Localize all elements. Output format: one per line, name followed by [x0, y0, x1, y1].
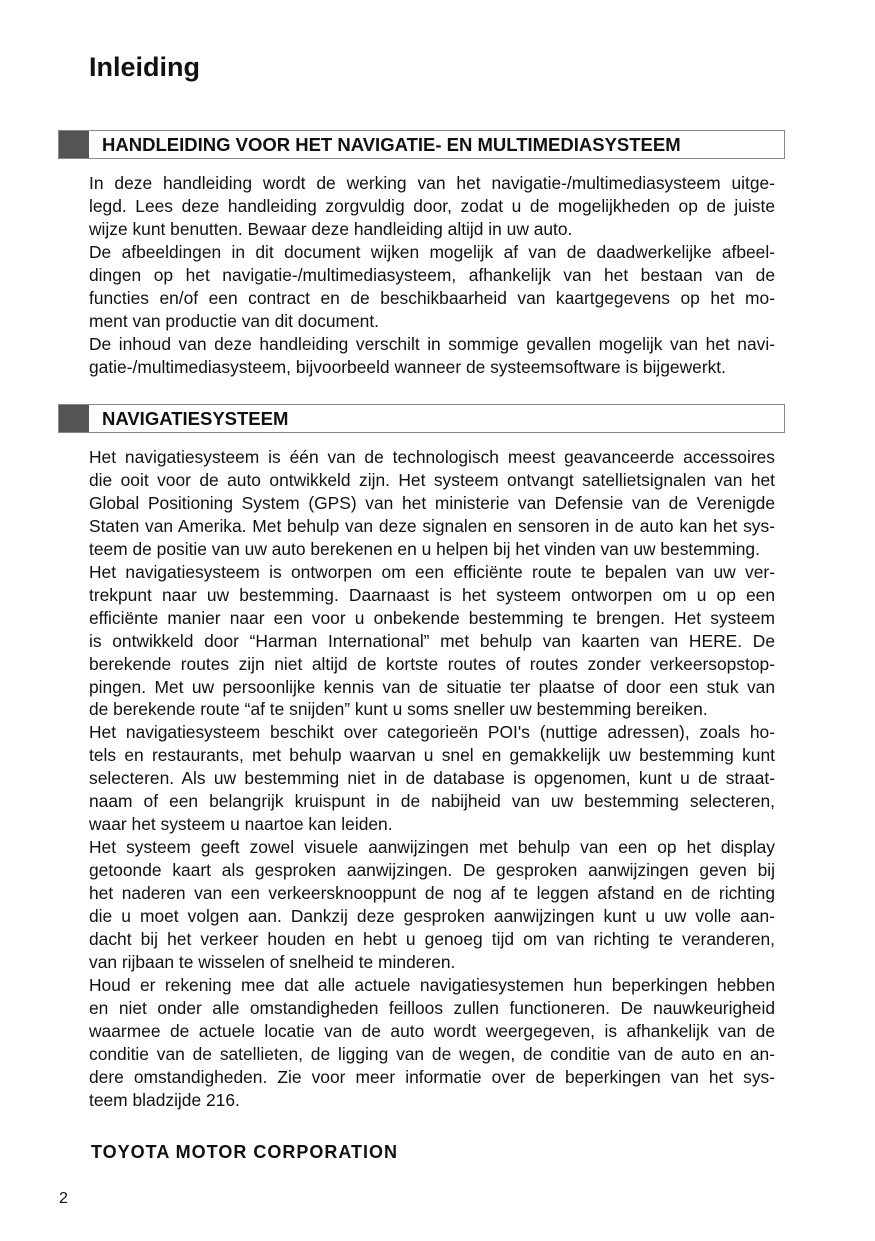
- page-title: Inleiding: [89, 52, 200, 82]
- paragraph-line: selecteren. Als uw bestemming niet in de database is opgenomen, kunt u de straat-: [89, 768, 775, 789]
- paragraph-line: dingen op het navigatie-/multimediasysteem, afhankelijk van het bestaan van de: [89, 264, 775, 285]
- paragraph-line: Global Positioning System (GPS) van het ministerie van Defensie van de Verenigde: [89, 492, 775, 513]
- paragraph-line: het naderen van een verkeersknooppunt de nog af te leggen afstand en de richting: [89, 883, 775, 904]
- section-body: [89, 172, 775, 379]
- paragraph-line: efficiënte manier naar een voor u onbekende bestemming te brengen. Het systeem: [89, 607, 775, 628]
- paragraph-line: wijze kunt benutten. Bewaar deze handleiding altijd in uw auto.: [89, 218, 573, 239]
- section-heading-box: [58, 130, 785, 159]
- paragraph-line: dacht bij het verkeer houden en hebt u genoeg tijd om van richting te veranderen,: [89, 929, 775, 950]
- paragraph-line: ment van productie van dit document.: [89, 310, 380, 331]
- paragraph-line: trekpunt naar uw bestemming. Daarnaast is het systeem ontworpen om u op een: [89, 584, 775, 605]
- paragraph-line: getoonde kaart als gesproken aanwijzingen. De gesproken aanwijzingen geven bij: [89, 860, 775, 881]
- section-heading: HANDLEIDING VOOR HET NAVIGATIE- EN MULTIMEDIASYSTEEM: [102, 134, 681, 155]
- paragraph-line: teem de positie van uw auto berekenen en u helpen bij het vinden van uw bestemming.: [89, 538, 760, 559]
- paragraph-line: gatie-/multimediasysteem, bijvoorbeeld wanneer de systeemsoftware is bijgewerkt.: [89, 356, 726, 377]
- paragraph-line: legd. Lees deze handleiding zorgvuldig door, zodat u de mogelijkheden op de juiste: [89, 195, 775, 216]
- paragraph-line: en niet onder alle omstandigheden feilloos zullen functioneren. De nauwkeurigheid: [89, 997, 775, 1018]
- paragraph-line: In deze handleiding wordt de werking van het navigatie-/multimediasysteem uitge-: [89, 173, 775, 193]
- paragraph-line: die u moet volgen aan. Dankzij deze gesproken aanwijzingen kunt u uw volle aan-: [89, 906, 775, 927]
- paragraph-line: Het navigatiesysteem is één van de technologisch meest geavanceerde accessoires: [89, 447, 775, 467]
- paragraph-line: Het systeem geeft zowel visuele aanwijzingen met behulp van een op het display: [89, 837, 775, 858]
- paragraph-line: Het navigatiesysteem beschikt over categorieën POI's (nuttige adressen), zoals ho-: [89, 722, 775, 743]
- section-body: [89, 446, 775, 1112]
- paragraph-line: Houd er rekening mee dat alle actuele navigatiesystemen hun beperkingen hebben: [89, 974, 775, 995]
- section-heading-box: [58, 404, 785, 433]
- section-marker: [59, 405, 89, 432]
- paragraph-line: naam of een belangrijk kruispunt in de nabijheid van uw bestemming selecteren,: [89, 791, 775, 812]
- paragraph-line: die ooit voor de auto ontwikkeld zijn. Het systeem ontvangt satellietsignalen van het: [89, 469, 775, 490]
- paragraph-line: van rijbaan te wisselen of snelheid te minderen.: [89, 951, 456, 972]
- paragraph-line: waar het systeem u naartoe kan leiden.: [89, 814, 393, 835]
- paragraph-line: De inhoud van deze handleiding verschilt in sommige gevallen mogelijk van het navi-: [89, 333, 775, 354]
- paragraph-line: Het navigatiesysteem is ontworpen om een efficiënte route te bepalen van uw ver-: [89, 561, 775, 582]
- section-heading: NAVIGATIESYSTEEM: [102, 408, 289, 429]
- paragraph-line: is ontwikkeld door “Harman International” met behulp van kaarten van HERE. De: [89, 630, 775, 651]
- paragraph-line: dere omstandigheden. Zie voor meer informatie over de beperkingen van het sys-: [89, 1066, 775, 1087]
- paragraph-line: tels en restaurants, met behulp waarvan u snel en gemakkelijk uw bestemming kunt: [89, 745, 775, 766]
- paragraph-line: berekende routes zijn niet altijd de kortste routes of routes zonder verkeersopstop-: [89, 653, 775, 674]
- paragraph-line: Staten van Amerika. Met behulp van deze signalen en sensoren in de auto kan het sys-: [89, 515, 775, 536]
- paragraph-line: waarmee de actuele locatie van de auto wordt weergegeven, is afhankelijk van de: [89, 1020, 775, 1041]
- section-marker: [59, 131, 89, 158]
- paragraph-line: teem bladzijde 216.: [89, 1089, 240, 1110]
- paragraph-line: de berekende route “af te snijden” kunt u soms sneller uw bestemming bereiken.: [89, 699, 708, 720]
- paragraph-line: De afbeeldingen in dit document wijken mogelijk af van de daadwerkelijke afbeel-: [89, 241, 775, 262]
- corporation-name: TOYOTA MOTOR CORPORATION: [91, 1142, 398, 1162]
- paragraph-line: conditie van de satellieten, de ligging van de wegen, de conditie van de auto en an-: [89, 1043, 775, 1064]
- paragraph-line: functies en/of een contract en de beschikbaarheid van kaartgegevens op het mo-: [89, 287, 775, 308]
- page-number: 2: [59, 1190, 68, 1207]
- paragraph-line: pingen. Met uw persoonlijke kennis van de situatie ter plaatse of door een stuk van: [89, 676, 775, 697]
